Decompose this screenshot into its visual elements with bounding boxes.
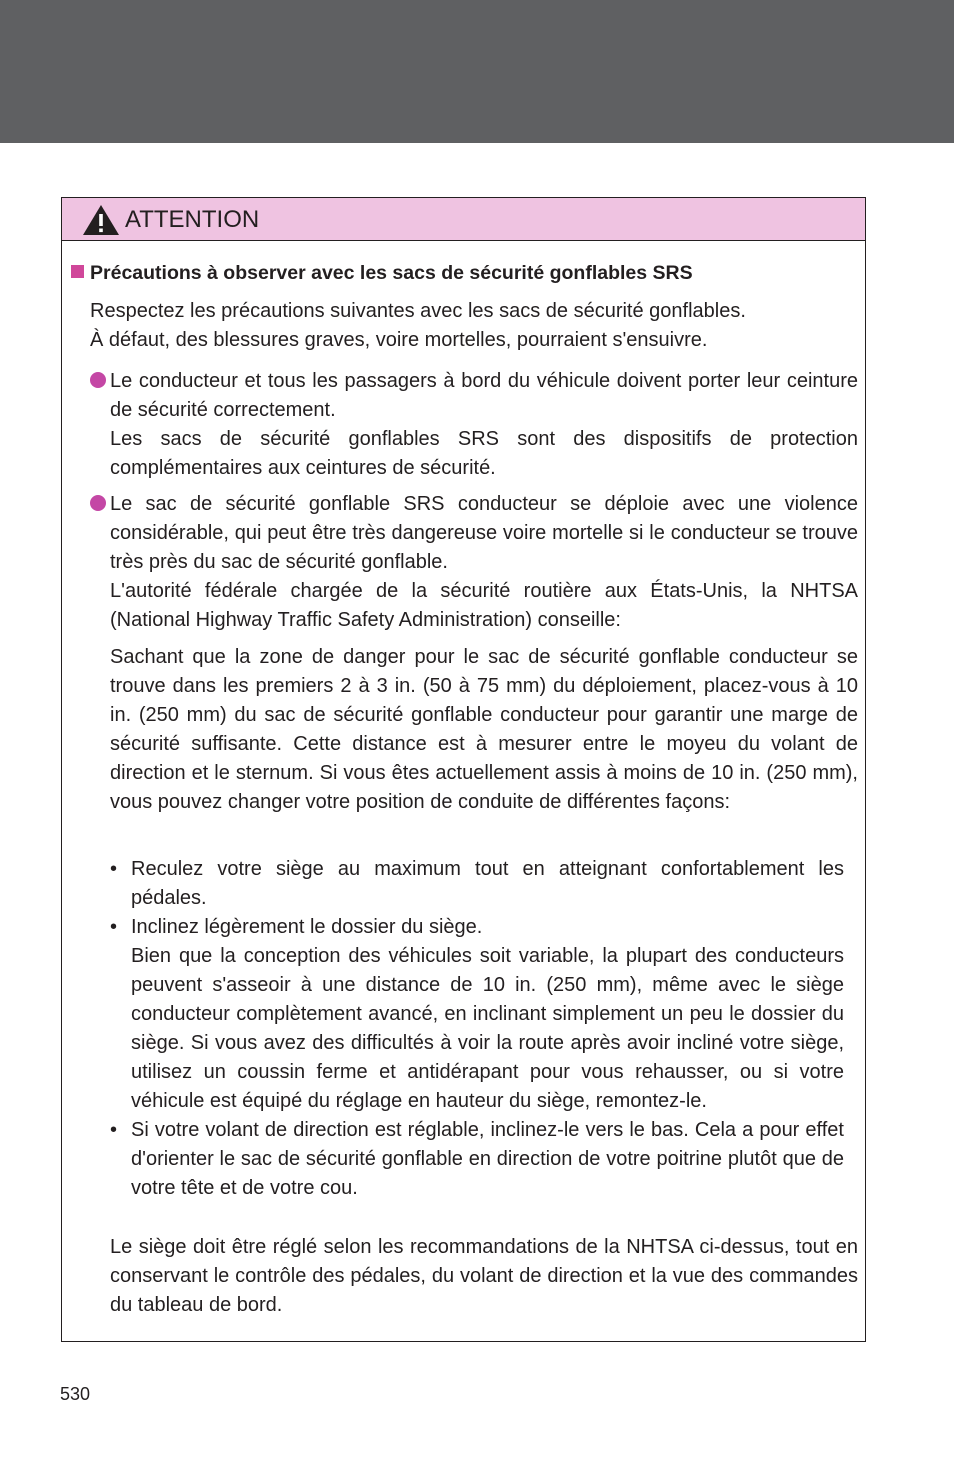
nhtsa-quote: Sachant que la zone de danger pour le sac de sécurité gonflable conducteur se trouve dans les premiers 2 à 3 in. (50 à 75 mm) du déploiement, placez-vous à 10 in. (250 mm) du sac de sécurité gonflable conducteur pour garantir une marge de sécurité suffisante. Cette distance est à mesurer entre le moyeu du volant de direction et le sternum. Si vous êtes actuellement assis à moins de 10 in. (250 mm), vous pouvez changer votre position de conduite de différentes façons:: [110, 646, 858, 813]
list-item: [110, 913, 844, 1116]
bullet-dot-icon: [90, 495, 106, 511]
bullet-mark: •: [110, 1119, 118, 1141]
closing-paragraph: Le siège doit être réglé selon les recommandations de la NHTSA ci-dessus, tout en conservant le contrôle des pédales, du volant de direction et la vue des commandes du tableau de bord.: [110, 1236, 858, 1316]
list-item: [110, 1116, 844, 1203]
bullet-text: Le conducteur et tous les passagers à bord du véhicule doivent porter leur ceinture de sécurité correctement.: [110, 370, 858, 421]
bullet-dot-icon: [90, 372, 106, 388]
list-item-text: Reculez votre siège au maximum tout en atteignant confortablement les pédales.: [131, 858, 844, 909]
bullet-text: Le sac de sécurité gonflable SRS conducteur se déploie avec une violence considérable, qui peut être très dangereuse voire mortelle si le conducteur se trouve très près du sac de sécurité gonflable.: [110, 493, 858, 573]
bullet-text-2: L'autorité fédérale chargée de la sécurité routière aux États-Unis, la NHTSA (National Highway Traffic Safety Administration) conseille:: [110, 580, 858, 631]
list-item-text: Inclinez légèrement le dossier du siège.: [131, 916, 483, 938]
intro-paragraph: [90, 297, 860, 355]
bullet-item: [110, 367, 858, 483]
section-title-text: Précautions à observer avec les sacs de sécurité gonflables SRS: [90, 262, 693, 284]
attention-box: [61, 197, 866, 1342]
list-item-text: Si votre volant de direction est réglable, inclinez-le vers le bas. Cela a pour effet d'orienter le sac de sécurité gonflable en direction de votre poitrine plutôt que de votre tête et de votre cou.: [131, 1119, 844, 1199]
page-number: 530: [60, 1384, 91, 1404]
attention-header: [62, 198, 865, 241]
section-title: [71, 260, 693, 286]
recommendation-list: [110, 855, 844, 1203]
list-item-text-2: Bien que la conception des véhicules soit variable, la plupart des conducteurs peuvent s'asseoir à une distance de 10 in. (250 mm), même avec le siège conducteur complètement avancé, en inclinant simplement un peu le dossier du siège. Si vous avez des difficultés à voir la route après avoir incliné votre siège, utilisez un coussin ferme et antidérapant pour vous rehausser, ou si votre véhicule est équipé du réglage en hauteur du siège, remontez-le.: [131, 945, 844, 1112]
section-square-icon: [71, 265, 84, 278]
bullet-mark: •: [110, 858, 118, 880]
bullet-text-2: Les sacs de sécurité gonflables SRS sont des dispositifs de protection complémentaires aux ceintures de sécurité.: [110, 428, 858, 479]
intro-line-2: À défaut, des blessures graves, voire mortelles, pourraient s'ensuivre.: [90, 329, 708, 351]
warning-triangle-icon: [82, 204, 120, 236]
intro-line-1: Respectez les précautions suivantes avec les sacs de sécurité gonflables.: [90, 300, 746, 322]
bullet-mark: •: [110, 916, 118, 938]
attention-label: ATTENTION: [125, 206, 260, 233]
list-item: [110, 855, 844, 913]
top-band: [0, 0, 954, 143]
bullet-item: [110, 490, 858, 635]
